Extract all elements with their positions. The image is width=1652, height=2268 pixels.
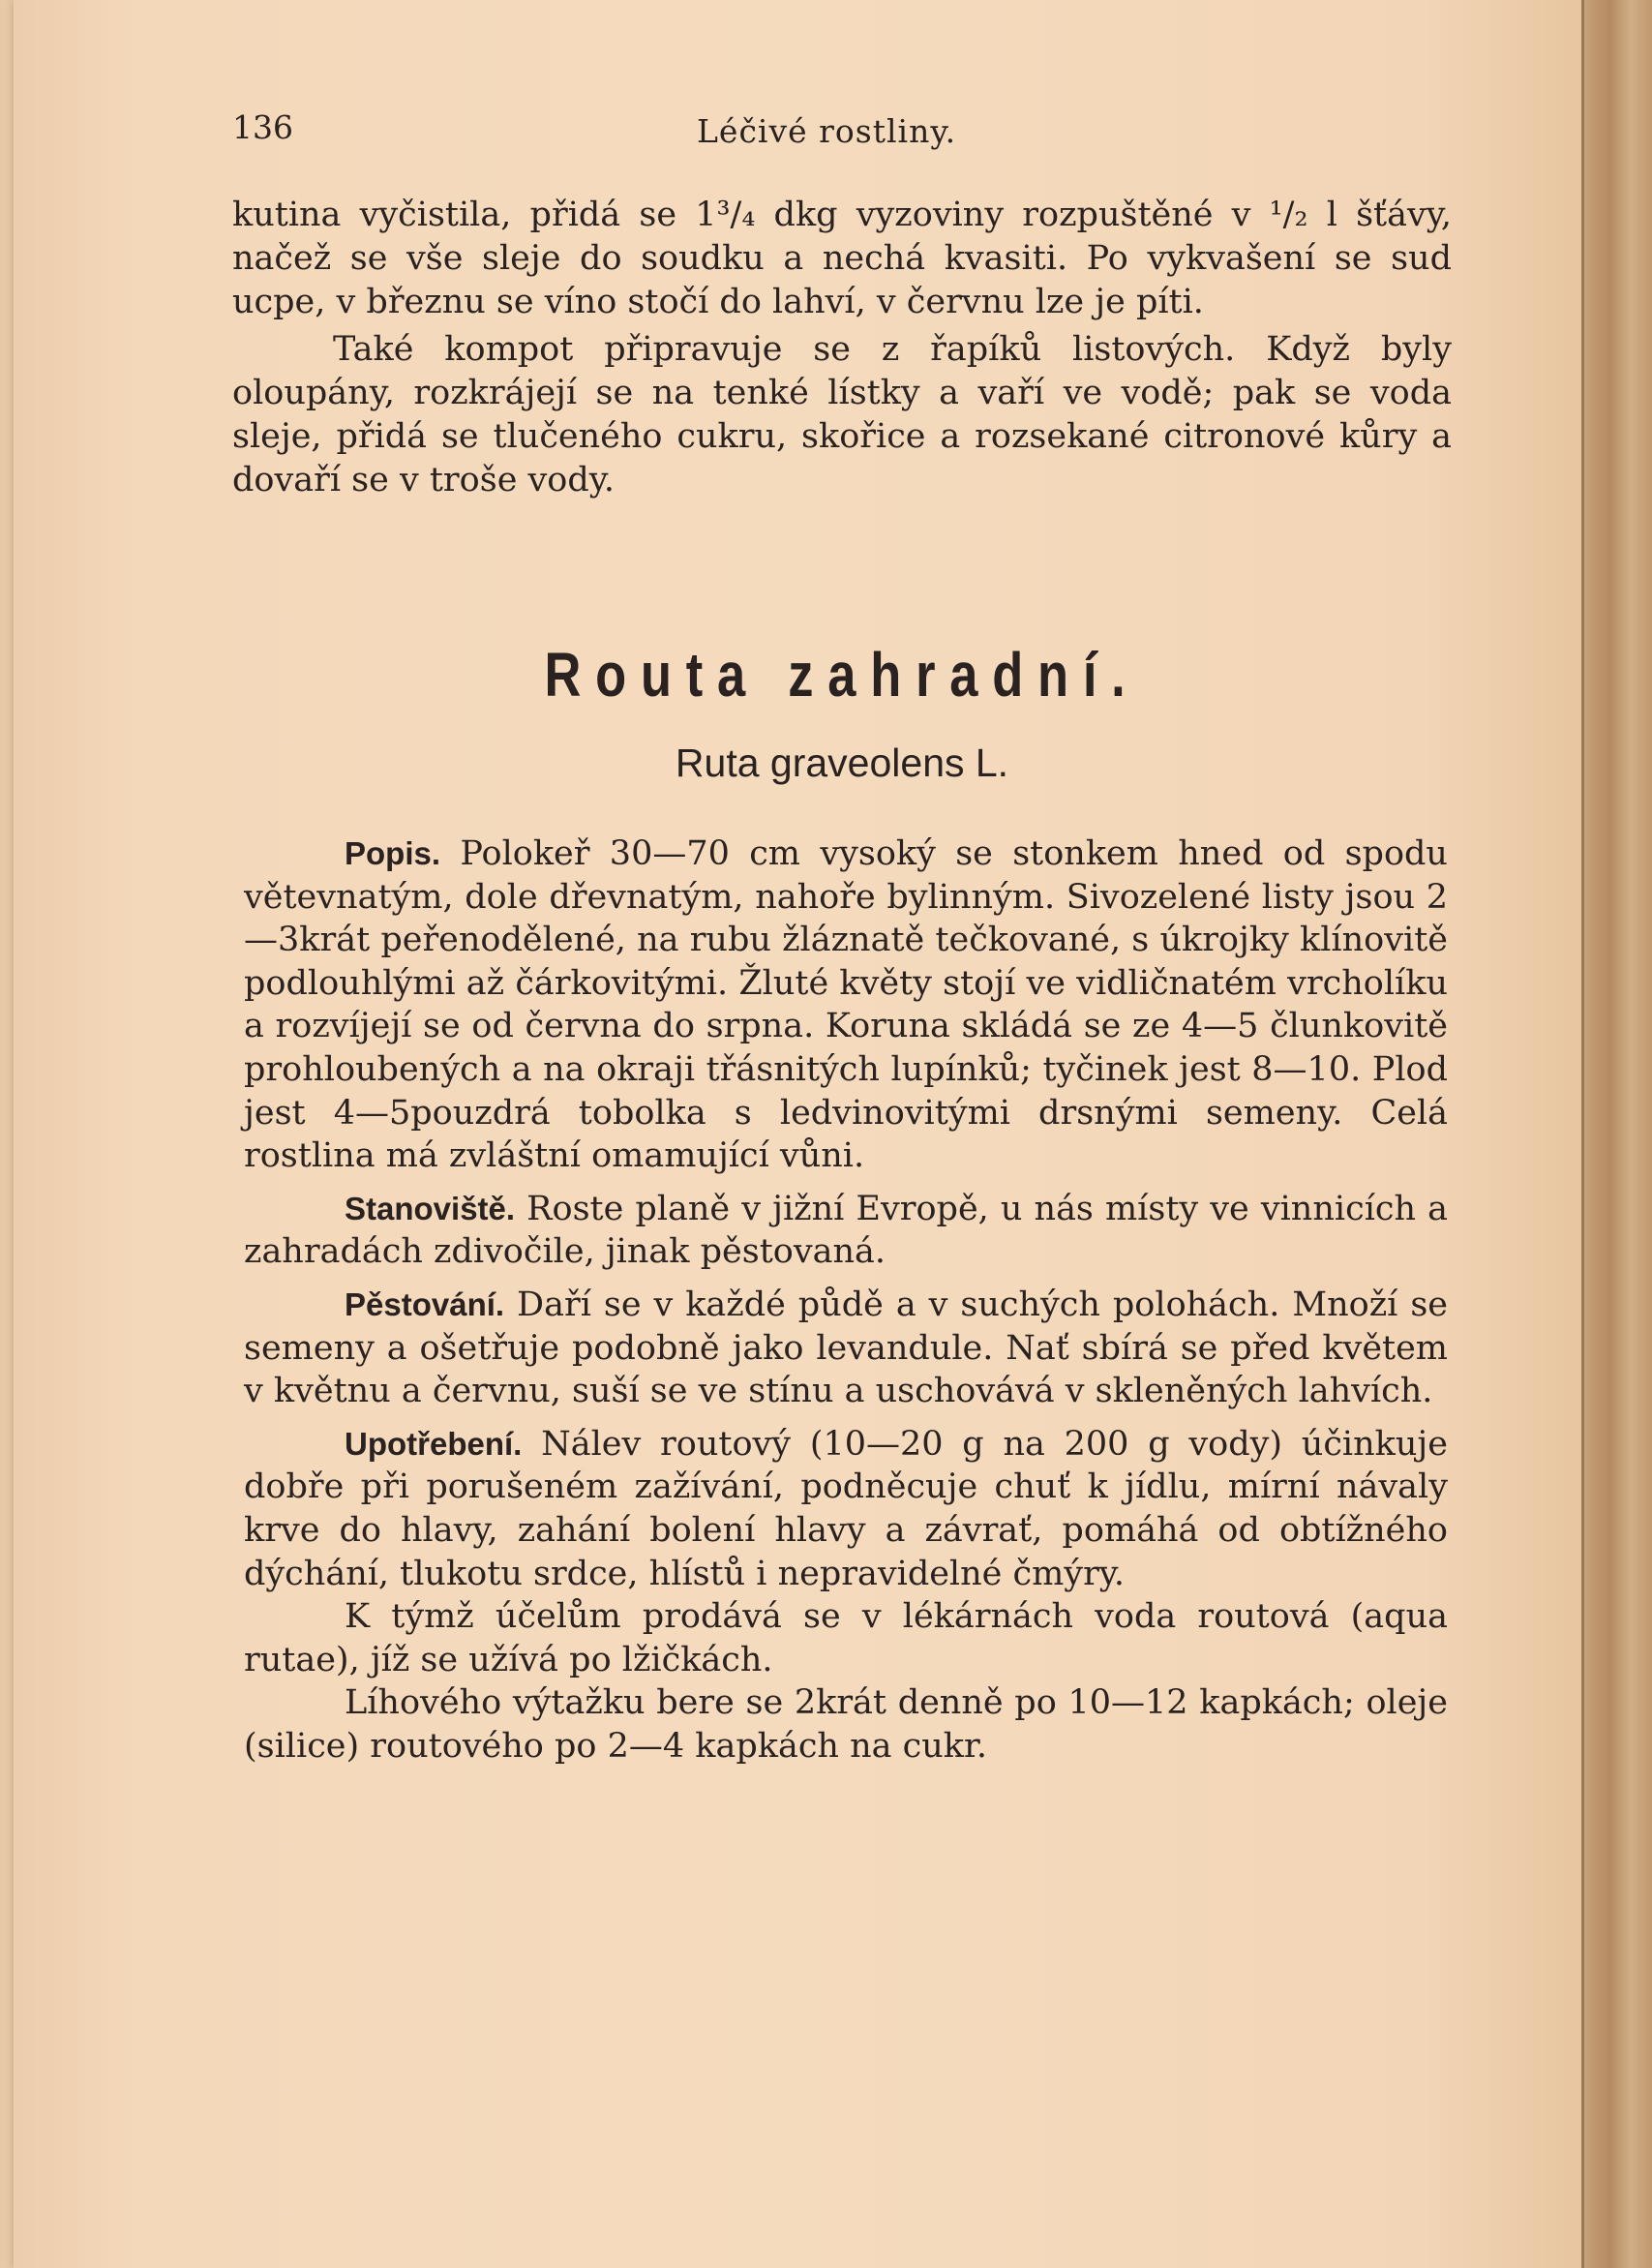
pestovani-text: Daří se v každé půdě a v suchých polohách. Množí se semeny a ošetřuje podobně jako levandule. Nať sbírá se před květem v květnu a červnu, suší se ve stínu a uschovává v skleněných lahvích. <box>244 1285 1448 1411</box>
running-header <box>232 108 1452 151</box>
paragraph-lihovy-vytazek: Líhového výtažku bere se 2krát denně po 10—12 kapkách; oleje (silice) routového po 2—4 kapkách na cukr. <box>244 1683 1448 1766</box>
paragraph-voda-routova: K týmž účelům prodává se v lékárnách voda routová (aqua rutae), jíž se užívá po lžičkách. <box>244 1597 1448 1679</box>
page-number: 136 <box>232 108 293 146</box>
header-title: Léčivé rostliny. <box>697 112 957 150</box>
popis-label: Popis. <box>345 835 441 871</box>
popis-text: Polokeř 30—70 cm vysoký se stonkem hned od spodu větevnatým, dole dřevnatým, nahoře bylinným. Sivozelené listy jsou 2—3krát peřenodělené, na rubu žláznatě tečkované, s úkrojky klínovitě podlouhlými až čárkovitými. Žluté květy stojí ve vidličnatém vrcholíku a rozvíjejí se od června do srpna. Koruna skládá se ze 4—5 člunkovitě prohloubených a na okraji třásnitých lupínků; tyčinek jest 8—10. Plod jest 4—5pouzdrá tobolka s ledvinovitými drsnými semeny. Celá rostlina má zvláštní omamující vůni. <box>244 834 1448 1176</box>
upotrebeni-text: Nálev routový (10—20 g na 200 g vody) účinkuje dobře při porušeném zažívání, podněcuje chuť k jídlu, mírní návaly krve do hlavy, zahání bolení hlavy a závrať, pomáhá od obtížného dýchání, tlukotu srdce, hlístů i nepravidelné čmýry. <box>244 1424 1448 1593</box>
intro-paragraph-1: kutina vyčistila, přidá se 1³/₄ dkg vyzoviny rozpuštěné v ¹/₂ l šťávy, načež se vše sleje do soudku a nechá kvasiti. Po vykvašení se sud ucpe, v březnu se víno stočí do lahví, v červnu lze je píti. <box>232 196 1452 321</box>
paragraph-stanoviste <box>244 1188 1448 1274</box>
stanoviste-text: Roste planě v jižní Evropě, u nás místy ve vinnicích a zahradách zdivočile, jinak pěstovaná. <box>244 1189 1448 1272</box>
paragraph-popis <box>244 832 1448 1178</box>
paragraph-pestovani <box>244 1284 1448 1413</box>
stanoviste-label: Stanoviště. <box>345 1190 516 1226</box>
intro-text <box>232 194 1452 502</box>
book-spine <box>1581 0 1652 2268</box>
intro-paragraph-2: Také kompot připravuje se z řapíků listových. Když byly oloupány, rozkrájejí se na tenké lístky a vaří ve vodě; pak se voda sleje, přidá se tlučeného cukru, skořice a rozsekané citronové kůry a dovaří se v troše vody. <box>232 330 1452 499</box>
upotrebeni-label: Upotřebení. <box>345 1425 523 1462</box>
section-body <box>244 832 1448 1768</box>
paragraph-upotrebeni <box>244 1423 1448 1595</box>
pestovani-label: Pěstování. <box>345 1285 505 1322</box>
page-edge <box>1581 0 1584 2268</box>
latin-name: Ruta graveolens L. <box>675 741 1009 785</box>
section-title: Routa zahradní. <box>544 640 1140 710</box>
